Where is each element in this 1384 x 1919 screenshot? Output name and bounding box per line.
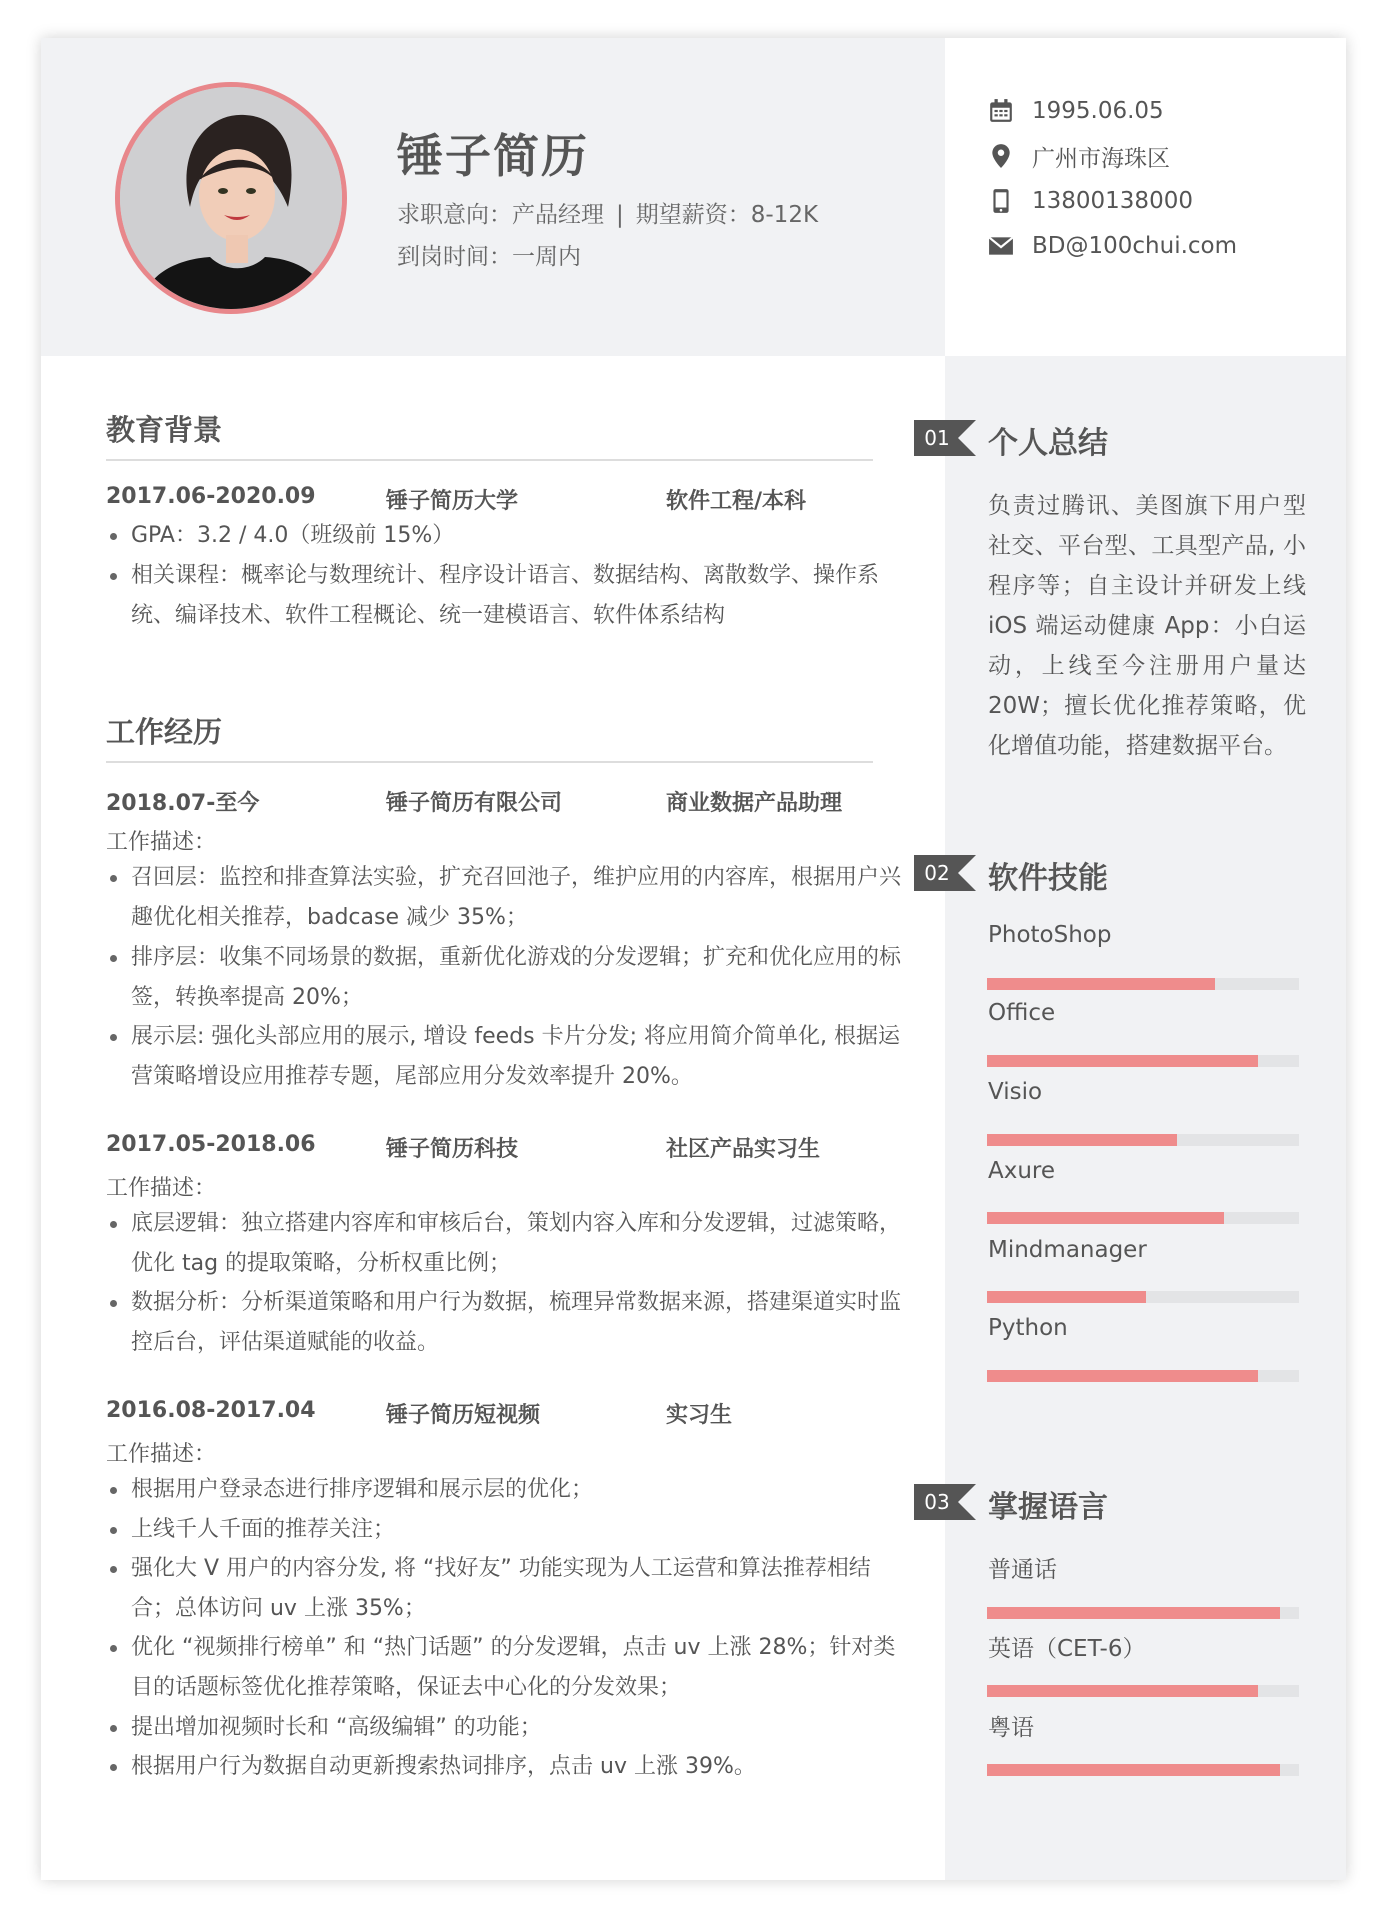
education-school: 锤子简历大学 xyxy=(386,489,519,514)
education-title: 教育背景 xyxy=(106,413,223,447)
summary-title: 个人总结 xyxy=(988,426,1108,461)
job-intent-line xyxy=(397,196,818,229)
job-company: 锤子简历短视频 xyxy=(386,1403,541,1428)
language-name: 英语（CET-6） xyxy=(988,1636,1146,1662)
skill-bar-fill xyxy=(987,1134,1177,1146)
language-bar-fill xyxy=(987,1607,1280,1619)
languages-number: 03 xyxy=(924,1490,950,1514)
education-row xyxy=(106,484,886,516)
job-bullet: 优化 “视频排行榜单” 和 “热门话题” 的分发逻辑，点击 uv 上涨 28%；针对类目的话题标签优化推荐策略，保证去中心化的分发效果； xyxy=(131,1628,901,1708)
skill-name: Office xyxy=(988,1000,1056,1026)
resume-page xyxy=(41,38,1346,1880)
location-pin-icon xyxy=(988,143,1014,169)
skill-bar-fill xyxy=(987,978,1215,990)
job-bullet: 强化大 V 用户的内容分发, 将 “找好友” 功能实现为人工运营和算法推荐相结合；总体访问 uv 上涨 35%； xyxy=(131,1549,901,1629)
education-bullet: GPA：3.2 / 4.0（班级前 15%） xyxy=(131,516,901,556)
work-divider xyxy=(106,761,873,763)
skill-bar-track xyxy=(987,1291,1299,1303)
languages-title: 掌握语言 xyxy=(988,1490,1108,1525)
contact-location xyxy=(988,139,1318,173)
skill-bar-fill xyxy=(987,1291,1146,1303)
calendar-icon xyxy=(988,98,1014,124)
job-row xyxy=(106,786,886,818)
job-role: 商业数据产品助理 xyxy=(666,791,843,816)
skill-bar-fill xyxy=(987,1055,1258,1067)
skill-bar-track xyxy=(987,1055,1299,1067)
skill-bar-track xyxy=(987,978,1299,990)
birthday-text: 1995.06.05 xyxy=(1032,98,1164,124)
phone-icon xyxy=(988,188,1014,214)
job-period: 2017.05-2018.06 xyxy=(106,1132,316,1157)
job-bullet: 上线千人千面的推荐关注； xyxy=(131,1510,901,1550)
job-company: 锤子简历科技 xyxy=(386,1137,519,1162)
language-name: 粤语 xyxy=(988,1715,1034,1741)
job-desc-label: 工作描述： xyxy=(106,830,217,855)
skill-name: Mindmanager xyxy=(988,1237,1147,1263)
language-bar-fill xyxy=(987,1685,1258,1697)
skill-bar-track xyxy=(987,1212,1299,1224)
education-period: 2017.06-2020.09 xyxy=(106,484,316,509)
skill-name: Python xyxy=(988,1315,1068,1341)
contact-birthday xyxy=(988,94,1318,128)
job-bullet: 展示层: 强化头部应用的展示, 增设 feeds 卡片分发; 将应用简介简单化, 根据运营策略增设应用推荐专题，尾部应用分发效率提升 20%。 xyxy=(131,1017,901,1097)
separator: | xyxy=(616,202,624,228)
job-bullet: 召回层：监控和排查算法实验，扩充召回池子，维护应用的内容库，根据用户兴趣优化相关推荐，badcase 减少 35%； xyxy=(131,858,901,938)
job-bullet: 数据分析：分析渠道策略和用户行为数据，梳理异常数据来源，搭建渠道实时监控后台，评估渠道赋能的收益。 xyxy=(131,1283,901,1363)
job-bullet: 根据用户行为数据自动更新搜索热词排序，点击 uv 上涨 39%。 xyxy=(131,1747,901,1787)
job-company: 锤子简历有限公司 xyxy=(386,791,563,816)
arrival-time: 到岗时间：一周内 xyxy=(397,244,581,270)
language-bar-fill xyxy=(987,1764,1280,1776)
portrait-photo xyxy=(120,87,342,309)
skill-name: Visio xyxy=(988,1079,1043,1105)
skill-bar-track xyxy=(987,1134,1299,1146)
job-bullet: 底层逻辑：独立搭建内容库和审核后台，策划内容入库和分发逻辑，过滤策略，优化 tag 的提取策略，分析权重比例； xyxy=(131,1204,901,1284)
language-name: 普通话 xyxy=(988,1557,1057,1583)
salary: 期望薪资：8-12K xyxy=(635,202,819,228)
job-desc-label: 工作描述： xyxy=(106,1442,217,1467)
language-bar-track xyxy=(987,1607,1299,1619)
skill-bar-fill xyxy=(987,1370,1258,1382)
summary-text: 负责过腾讯、美图旗下用户型社交、平台型、工具型产品, 小程序等；自主设计并研发上线 iOS 端运动健康 App：小白运动，上线至今注册用户量达 20W；擅长优化推荐策略，优化增值功能，搭建数据平台。 xyxy=(988,493,1306,759)
skill-name: PhotoShop xyxy=(988,922,1112,948)
job-bullet: 排序层：收集不同场景的数据，重新优化游戏的分发逻辑；扩充和优化应用的标签，转换率提高 20%； xyxy=(131,938,901,1018)
job-role: 社区产品实习生 xyxy=(666,1137,821,1162)
contact-email xyxy=(988,229,1318,263)
education-bullet: 相关课程：概率论与数理统计、程序设计语言、数据结构、离散数学、操作系统、编译技术、软件工程概论、统一建模语言、软件体系结构 xyxy=(131,556,901,636)
mail-icon xyxy=(988,233,1014,259)
language-bar-track xyxy=(987,1685,1299,1697)
location-text: 广州市海珠区 xyxy=(1032,145,1170,172)
job-row xyxy=(106,1132,886,1164)
language-bar-track xyxy=(987,1764,1299,1776)
job-row xyxy=(106,1398,886,1430)
education-major: 软件工程/本科 xyxy=(666,489,807,514)
phone-text: 13800138000 xyxy=(1032,188,1193,214)
contact-phone xyxy=(988,184,1318,218)
skills-title: 软件技能 xyxy=(988,861,1108,896)
avatar xyxy=(115,82,347,314)
email-text: BD@100chui.com xyxy=(1032,233,1238,259)
job-role: 实习生 xyxy=(666,1403,733,1428)
job-bullet: 提出增加视频时长和 “高级编辑” 的功能； xyxy=(131,1708,901,1748)
skill-name: Axure xyxy=(988,1158,1056,1184)
work-title: 工作经历 xyxy=(106,715,223,749)
job-intent: 求职意向：产品经理 xyxy=(397,202,604,228)
job-bullet: 根据用户登录态进行排序逻辑和展示层的优化； xyxy=(131,1470,901,1510)
summary-number: 01 xyxy=(924,426,950,450)
job-desc-label: 工作描述： xyxy=(106,1176,217,1201)
skill-bar-track xyxy=(987,1370,1299,1382)
job-period: 2016.08-2017.04 xyxy=(106,1398,316,1423)
skills-number: 02 xyxy=(924,861,950,885)
education-divider xyxy=(106,459,873,461)
skill-bar-fill xyxy=(987,1212,1224,1224)
job-period: 2018.07-至今 xyxy=(106,791,260,816)
resume-title: 锤子简历 xyxy=(397,129,589,183)
